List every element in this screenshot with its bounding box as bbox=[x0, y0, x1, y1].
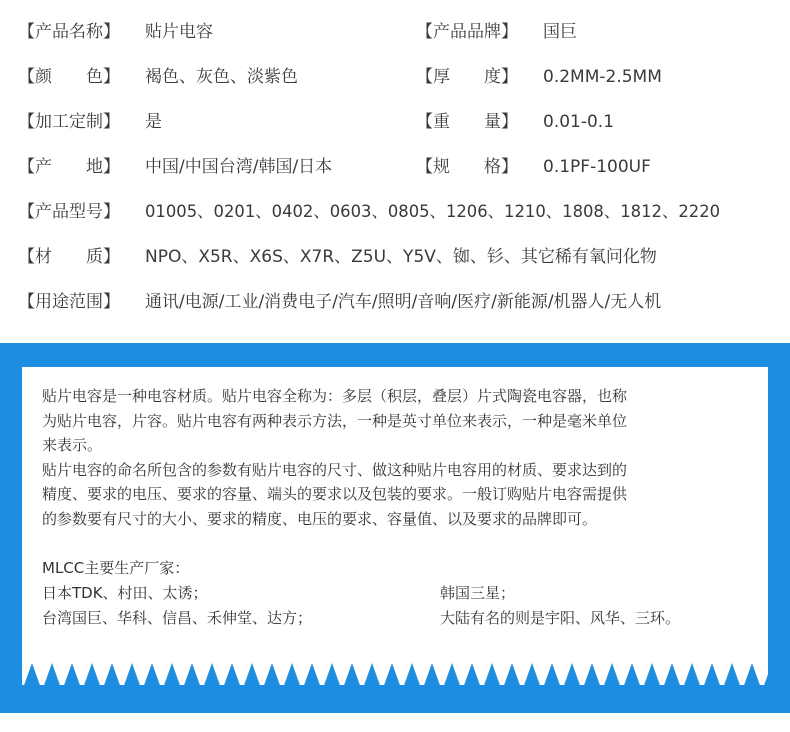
manufacturer-mainland: 大陆有名的则是宇阳、风华、三环。 bbox=[440, 609, 681, 627]
manufacturer-korea: 韩国三星； bbox=[440, 584, 516, 602]
material-label: 【材 质】 bbox=[18, 247, 120, 267]
color-label: 【颜 色】 bbox=[18, 67, 120, 87]
custom-label: 【加工定制】 bbox=[18, 112, 120, 132]
description-line: 贴片电容是一种电容材质。贴片电容全称为：多层（积层，叠层）片式陶瓷电容器，也称 bbox=[42, 387, 628, 405]
usage-label: 【用途范围】 bbox=[18, 292, 120, 312]
thickness-value: 0.2MM-2.5MM bbox=[543, 67, 662, 87]
description-line: 的参数要有尺寸的大小、要求的精度、电压的要求、容量值、以及要求的品牌即可。 bbox=[42, 509, 598, 528]
model-value: 01005、0201、0402、0603、0805、1206、1210、1808、1812、2220 bbox=[145, 202, 721, 221]
color-value: 褐色、灰色、淡紫色 bbox=[145, 67, 298, 87]
product-name-label: 【产品名称】 bbox=[18, 22, 120, 42]
description-panel bbox=[22, 367, 768, 685]
weight-label: 【重 量】 bbox=[416, 112, 518, 132]
origin-value: 中国/中国台湾/韩国/日本 bbox=[145, 157, 333, 177]
manufacturers-heading: MLCC主要生产厂家： bbox=[42, 559, 190, 577]
custom-value: 是 bbox=[145, 112, 162, 132]
description-line: 贴片电容的命名所包含的参数有贴片电容的尺寸、做这种贴片电容用的材质、要求达到的 bbox=[42, 460, 628, 479]
spec-value: 0.1PF-100UF bbox=[543, 157, 651, 177]
manufacturer-japan: 日本TDK、村田、太诱； bbox=[42, 584, 208, 602]
origin-label: 【产 地】 bbox=[18, 157, 120, 177]
spec-row-model bbox=[0, 197, 790, 227]
thickness-label: 【厚 度】 bbox=[416, 67, 518, 87]
material-value: NPO、X5R、X6S、X7R、Z5U、Y5V、铷、钐、其它稀有氧问化物 bbox=[145, 247, 657, 267]
description-line: 为贴片电容，片容。贴片电容有两种表示方法，一种是英寸单位来表示，一种是毫米单位 bbox=[42, 411, 628, 430]
manufacturer-taiwan: 台湾国巨、华科、信昌、禾伸堂、达方； bbox=[42, 609, 313, 627]
description-text bbox=[42, 384, 754, 531]
spec-row-custom-weight bbox=[0, 107, 790, 137]
product-spec-table bbox=[0, 0, 790, 345]
spec-row-color-thickness bbox=[0, 62, 790, 92]
product-name-value: 贴片电容 bbox=[145, 22, 213, 42]
spec-label: 【规 格】 bbox=[416, 157, 518, 177]
product-brand-label: 【产品品牌】 bbox=[416, 22, 518, 42]
weight-value: 0.01-0.1 bbox=[543, 112, 615, 132]
usage-value: 通讯/电源/工业/消费电子/汽车/照明/音响/医疗/新能源/机器人/无人机 bbox=[145, 292, 662, 312]
description-line: 来表示。 bbox=[42, 436, 103, 454]
spec-row-material bbox=[0, 242, 790, 272]
spec-row-origin-spec bbox=[0, 152, 790, 182]
zigzag-teeth bbox=[22, 663, 768, 691]
product-brand-value: 国巨 bbox=[543, 22, 577, 42]
manufacturers-list bbox=[42, 556, 754, 631]
zigzag-edge-decoration bbox=[22, 655, 768, 691]
model-label: 【产品型号】 bbox=[18, 202, 120, 222]
spec-row-usage bbox=[0, 287, 790, 317]
description-line: 精度、要求的电压、要求的容量、端头的要求以及包装的要求。一般订购贴片电容需提供 bbox=[42, 485, 628, 503]
spec-row-name-brand bbox=[0, 17, 790, 47]
